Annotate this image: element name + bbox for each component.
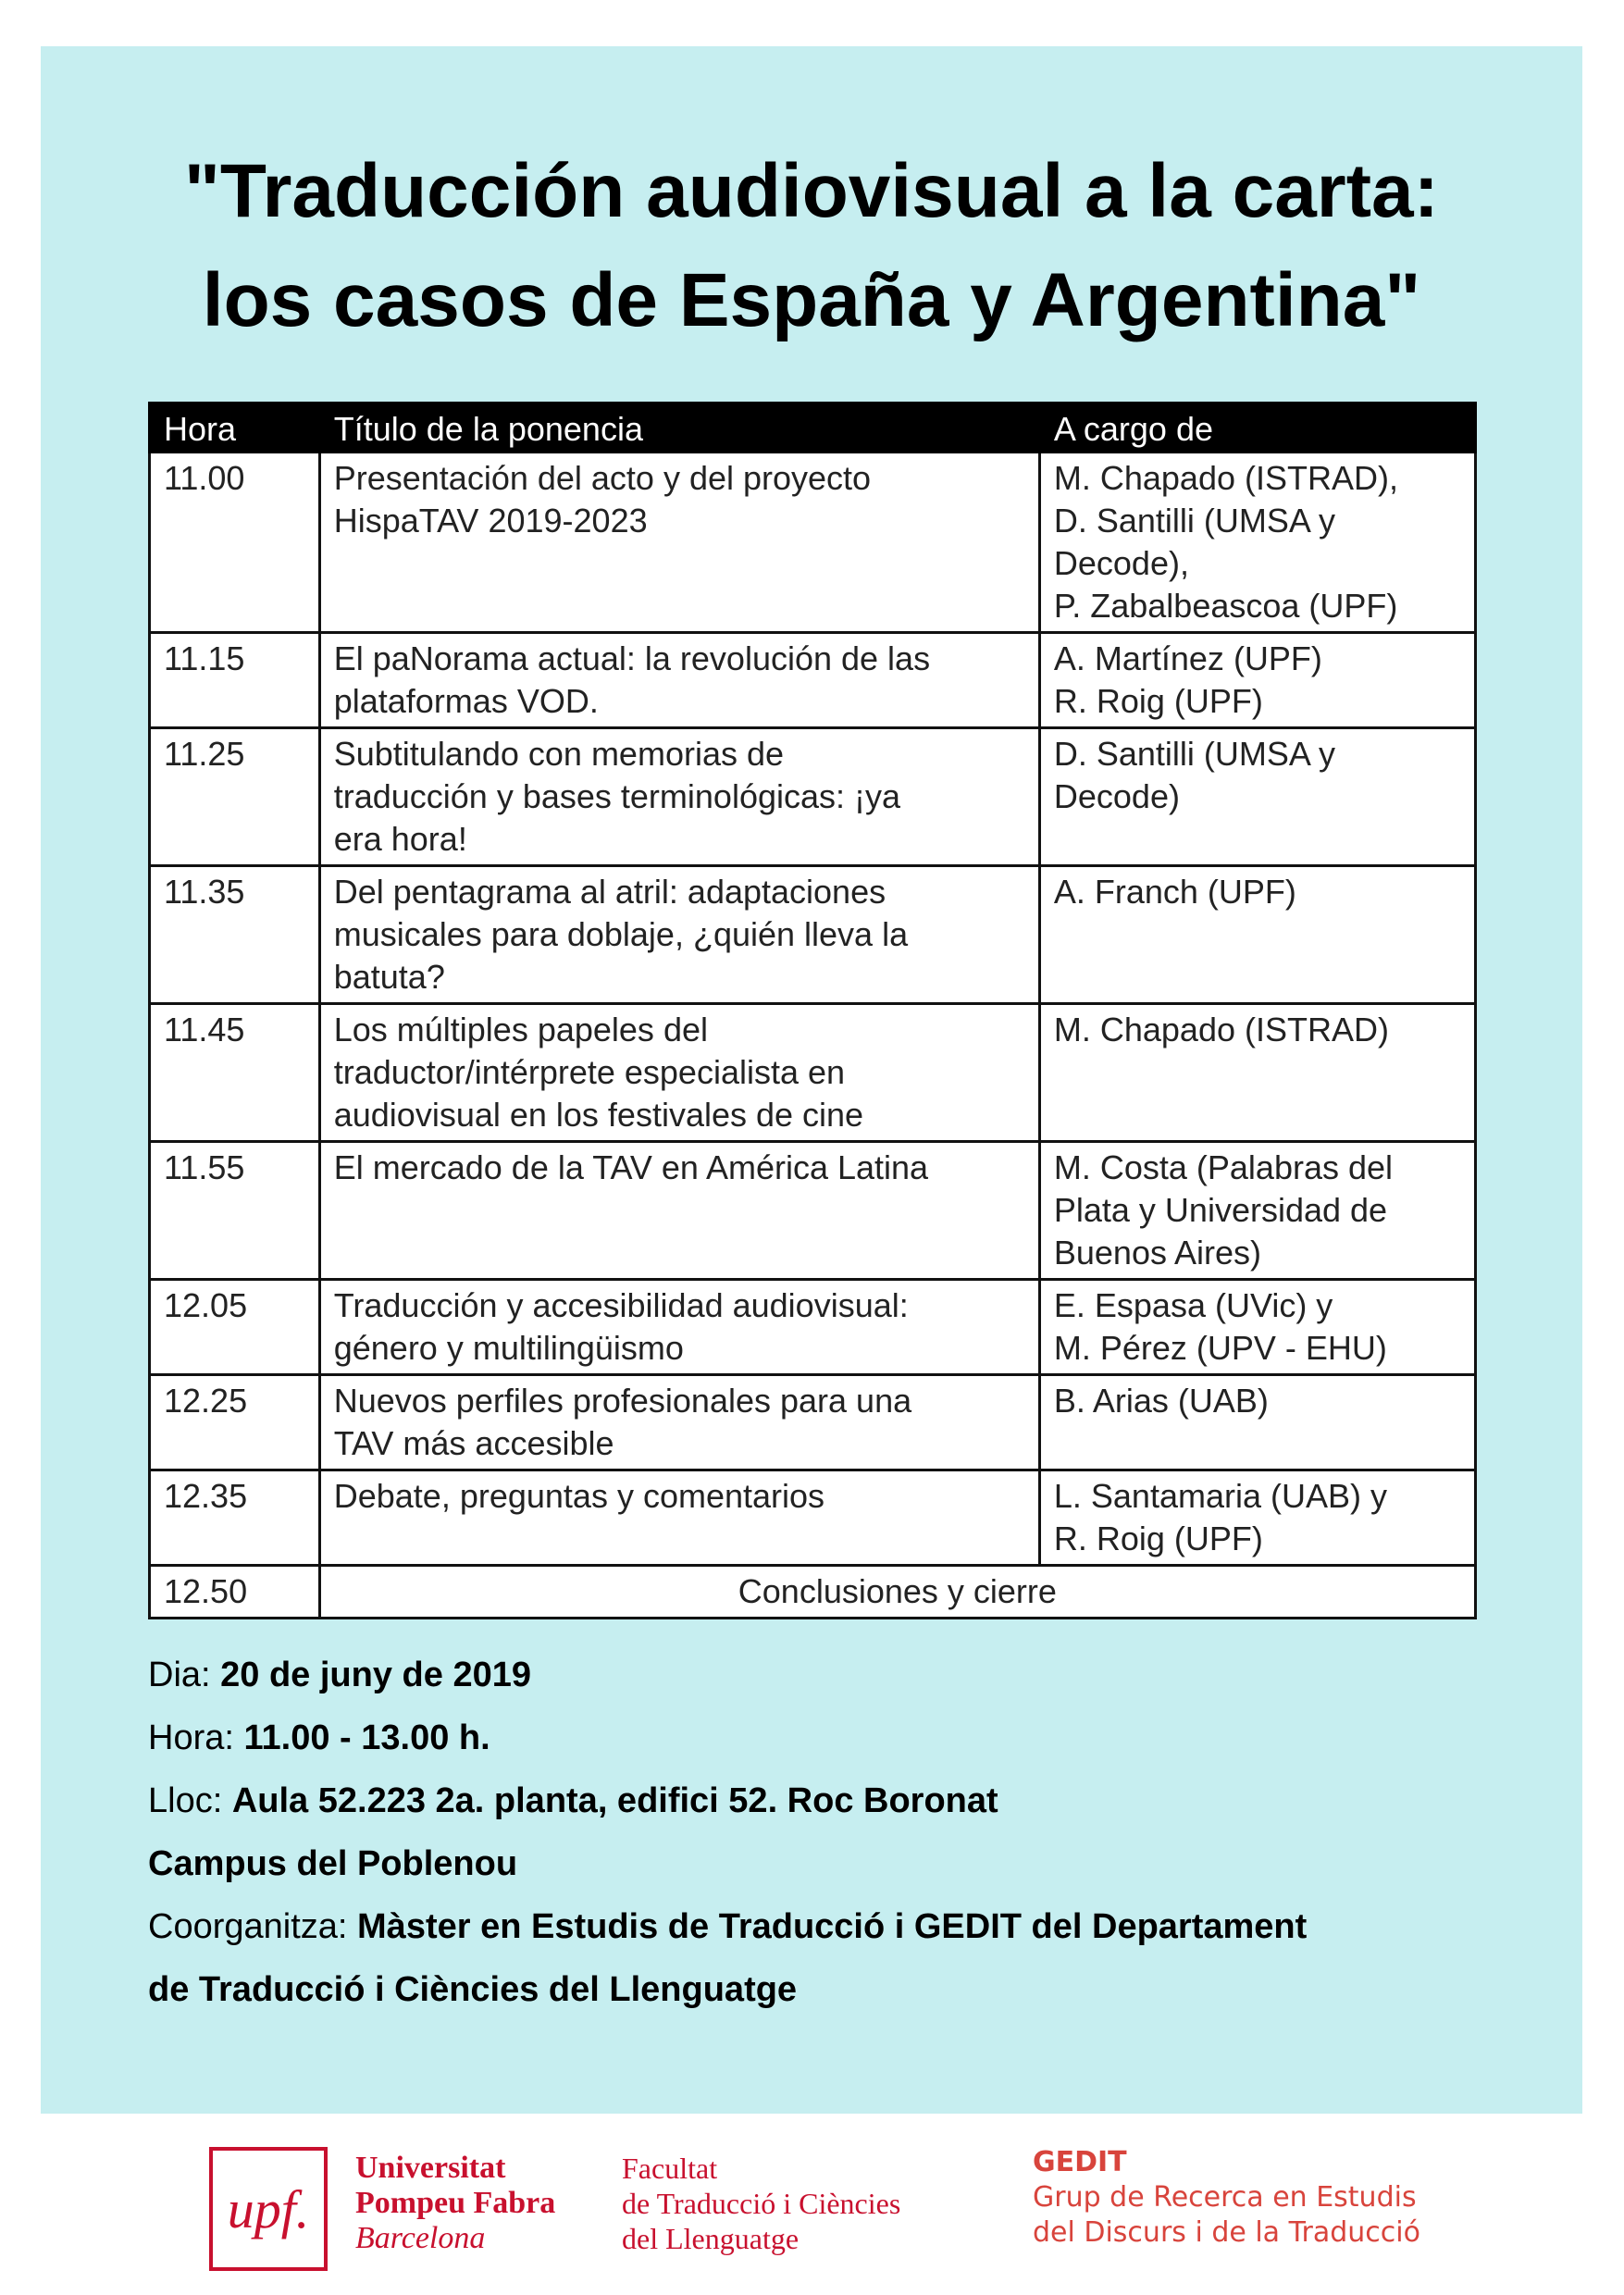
session-time: 12.35: [150, 1470, 320, 1566]
session-speakers: [1039, 633, 1475, 728]
table-row: [150, 1280, 1476, 1375]
session-speakers: [1039, 728, 1475, 866]
session-time: 11.15: [150, 633, 320, 728]
session-speakers: [1039, 453, 1475, 633]
place-value: Aula 52.223 2a. planta, edifici 52. Roc Boronat: [231, 1781, 998, 1820]
session-title-line: TAV más accesible: [333, 1424, 614, 1462]
session-title-line: El paNorama actual: la revolución de las: [333, 639, 931, 677]
session-title-line: Traducción y accesibilidad audiovisual:: [333, 1286, 909, 1324]
schedule-table: [148, 402, 1477, 1619]
place-line: [148, 1769, 1536, 1832]
speaker-line: M. Pérez (UPV - EHU): [1053, 1329, 1387, 1367]
session-title-line: género y multilingüismo: [333, 1329, 684, 1367]
table-header-row: [150, 403, 1476, 453]
time-value: 11.00 - 13.00 h.: [243, 1718, 490, 1757]
speaker-line: D. Santilli (UMSA y: [1053, 735, 1335, 773]
upf-name: [355, 2151, 555, 2256]
session-title: [319, 1470, 1039, 1566]
speaker-line: M. Chapado (ISTRAD): [1053, 1011, 1389, 1048]
place-label: Lloc:: [148, 1781, 223, 1820]
event-details: [148, 1644, 1536, 2021]
table-row: [150, 728, 1476, 866]
session-title: [319, 1280, 1039, 1375]
upf-name-line-1: Universitat: [355, 2151, 506, 2185]
session-title: [319, 633, 1039, 728]
table-row: [150, 1004, 1476, 1142]
session-time: 11.55: [150, 1142, 320, 1280]
header-hora: Hora: [150, 403, 320, 453]
campus-line: [148, 1832, 1536, 1895]
faculty-line-3: del Llenguatge: [622, 2222, 800, 2255]
upf-name-line-2: Pompeu Fabra: [355, 2186, 556, 2220]
time-line: [148, 1706, 1536, 1769]
coorganizer-value-2: de Traducció i Ciències del Llenguatge: [148, 1970, 798, 2009]
upf-name-line-3: Barcelona: [355, 2221, 486, 2255]
upf-logo: upf.: [209, 2147, 328, 2271]
speaker-line: Buenos Aires): [1053, 1234, 1261, 1272]
session-time: 12.50: [150, 1566, 320, 1619]
gedit-line-2: Grup de Recerca en Estudis: [1033, 2181, 1417, 2214]
title-line-2: los casos de España y Argentina": [202, 258, 1421, 342]
session-title-line: batuta?: [333, 958, 445, 996]
session-title-line: El mercado de la TAV en América Latina: [333, 1148, 929, 1186]
speaker-line: Plata y Universidad de: [1053, 1191, 1388, 1229]
speaker-line: R. Roig (UPF): [1053, 682, 1263, 720]
session-time: 12.25: [150, 1375, 320, 1470]
session-title-line: traductor/intérprete especialista en: [333, 1053, 846, 1091]
coorganizer-line-2: [148, 1958, 1536, 2021]
table-row-closing: [150, 1566, 1476, 1619]
session-title-line: audiovisual en los festivales de cine: [333, 1096, 864, 1134]
coorganizer-value-1: Màster en Estudis de Traducció i GEDIT del Departament: [357, 1907, 1308, 1946]
session-title-line: HispaTAV 2019-2023: [333, 502, 648, 540]
footer-logos: [0, 2114, 1624, 2295]
speaker-line: M. Costa (Palabras del: [1053, 1148, 1394, 1186]
session-title-line: Nuevos perfiles profesionales para una: [333, 1382, 912, 1420]
session-time: 11.35: [150, 866, 320, 1004]
header-cargo: A cargo de: [1039, 403, 1475, 453]
page-title: [41, 137, 1582, 355]
speaker-line: A. Martínez (UPF): [1053, 639, 1322, 677]
session-title: [319, 1375, 1039, 1470]
session-title-line: traducción y bases terminológicas: ¡ya: [333, 777, 901, 815]
session-title-line: Subtitulando con memorias de: [333, 735, 785, 773]
speaker-line: M. Chapado (ISTRAD),: [1053, 459, 1398, 497]
session-speakers: [1039, 1004, 1475, 1142]
session-time: 12.05: [150, 1280, 320, 1375]
gedit-line-3: del Discurs i de la Traducció: [1033, 2216, 1420, 2249]
speaker-line: P. Zabalbeascoa (UPF): [1053, 587, 1398, 625]
coorganizer-line: [148, 1895, 1536, 1958]
session-time: 11.25: [150, 728, 320, 866]
session-speakers: [1039, 1280, 1475, 1375]
table-row: [150, 1375, 1476, 1470]
table-body: [150, 453, 1476, 1619]
speaker-line: Decode),: [1053, 544, 1189, 582]
session-title-line: Presentación del acto y del proyecto: [333, 459, 872, 497]
coorganizer-label: Coorganitza:: [148, 1907, 348, 1946]
session-title-line: musicales para doblaje, ¿quién lleva la: [333, 915, 909, 953]
time-label: Hora:: [148, 1718, 234, 1757]
table-row: [150, 866, 1476, 1004]
table-row: [150, 1142, 1476, 1280]
session-title-line: era hora!: [333, 820, 467, 858]
session-title: [319, 866, 1039, 1004]
date-value: 20 de juny de 2019: [220, 1656, 531, 1694]
session-title: [319, 728, 1039, 866]
speaker-line: B. Arias (UAB): [1053, 1382, 1269, 1420]
session-title: [319, 1004, 1039, 1142]
speaker-line: R. Roig (UPF): [1053, 1520, 1263, 1557]
closing-session: Conclusiones y cierre: [319, 1566, 1475, 1619]
session-time: 11.45: [150, 1004, 320, 1142]
table-row: [150, 1470, 1476, 1566]
gedit-logo: [1033, 2145, 1420, 2251]
session-title: [319, 453, 1039, 633]
faculty-line-1: Facultat: [622, 2152, 718, 2185]
header-titulo: Título de la ponencia: [319, 403, 1039, 453]
title-line-1: "Traducción audiovisual a la carta:: [184, 149, 1439, 233]
session-title-line: Los múltiples papeles del: [333, 1011, 708, 1048]
session-time: 11.00: [150, 453, 320, 633]
gedit-line-1: GEDIT: [1033, 2146, 1127, 2178]
speaker-line: E. Espasa (UVic) y: [1053, 1286, 1333, 1324]
session-speakers: [1039, 1470, 1475, 1566]
table-row: [150, 453, 1476, 633]
faculty-line-2: de Traducció i Ciències: [622, 2187, 901, 2220]
speaker-line: D. Santilli (UMSA y: [1053, 502, 1335, 540]
session-title-line: Del pentagrama al atril: adaptaciones: [333, 873, 886, 911]
speaker-line: L. Santamaria (UAB) y: [1053, 1477, 1387, 1515]
date-label: Dia:: [148, 1656, 211, 1694]
session-title: [319, 1142, 1039, 1280]
session-title-line: Debate, preguntas y comentarios: [333, 1477, 825, 1515]
session-speakers: [1039, 1375, 1475, 1470]
session-speakers: [1039, 1142, 1475, 1280]
session-speakers: [1039, 866, 1475, 1004]
faculty-logo: [622, 2151, 900, 2256]
speaker-line: Decode): [1053, 777, 1180, 815]
speaker-line: A. Franch (UPF): [1053, 873, 1296, 911]
campus-value: Campus del Poblenou: [148, 1844, 518, 1883]
table-row: [150, 633, 1476, 728]
date-line: [148, 1644, 1536, 1706]
session-title-line: plataformas VOD.: [333, 682, 599, 720]
